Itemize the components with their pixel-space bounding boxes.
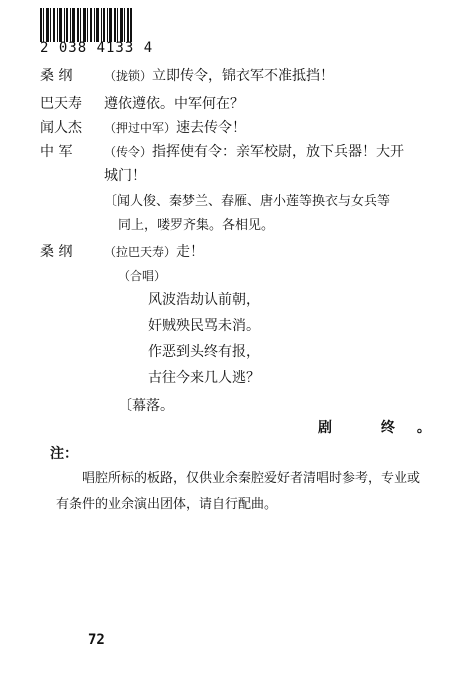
stage-note: （押过中军）: [104, 121, 177, 135]
stage-note: （拉巴天寿）: [104, 245, 177, 259]
dialogue-continuation: 城门！: [104, 168, 146, 184]
speaker-label: 桑 纲: [40, 244, 73, 260]
note-text: 唱腔所标的板路，仅供业余秦腔爱好者清唱时参考，专业或有条件的业余演出团体，请自行配曲。: [56, 471, 421, 512]
curtain-direction: 〔幕落。: [118, 398, 174, 414]
speaker-label: 巴天寿: [40, 96, 82, 112]
dialogue-text: 遵依遵依。中军何在？: [104, 96, 244, 112]
speaker-label: 闻人杰: [40, 120, 82, 136]
barcode-number: 2 038 4133 4: [40, 40, 154, 56]
speaker-label: 桑 纲: [40, 68, 73, 84]
dialogue-text: 速去传令！: [176, 120, 247, 136]
stage-direction: 同上，喽罗齐集。各相见。: [118, 218, 275, 233]
dialogue-line: [104, 118, 246, 138]
verse-line: 风波浩劫认前朝，: [148, 292, 260, 308]
dialogue-line: [104, 66, 334, 86]
verse-line: 奸贼殃民骂未消。: [148, 318, 260, 334]
stage-note: （传令）: [104, 145, 153, 159]
dialogue-text: 立即传令，锦衣军不准抵挡！: [152, 68, 335, 84]
verse-line: 作恶到头终有报，: [148, 344, 260, 360]
chorus-label: （合唱）: [118, 269, 167, 283]
dialogue-text: 指挥使有令：亲军校尉，放下兵器！大开: [152, 144, 405, 160]
stage-direction: 〔闻人俊、秦梦兰、春雁、唐小莲等换衣与女兵等: [104, 194, 391, 209]
dialogue-line: [104, 94, 244, 114]
note-label: 注：: [50, 446, 78, 462]
dialogue-text: 走！: [176, 244, 205, 260]
dialogue-line: [104, 242, 204, 262]
speaker-label: 中 军: [40, 144, 73, 160]
page-number: 72: [88, 632, 105, 648]
verse-line: 古往今来几人逃？: [148, 370, 260, 386]
stage-note: （拢锁）: [104, 69, 153, 83]
end-mark: 剧 终。: [318, 420, 453, 436]
barcode: [40, 8, 132, 42]
dialogue-line: [104, 142, 404, 162]
